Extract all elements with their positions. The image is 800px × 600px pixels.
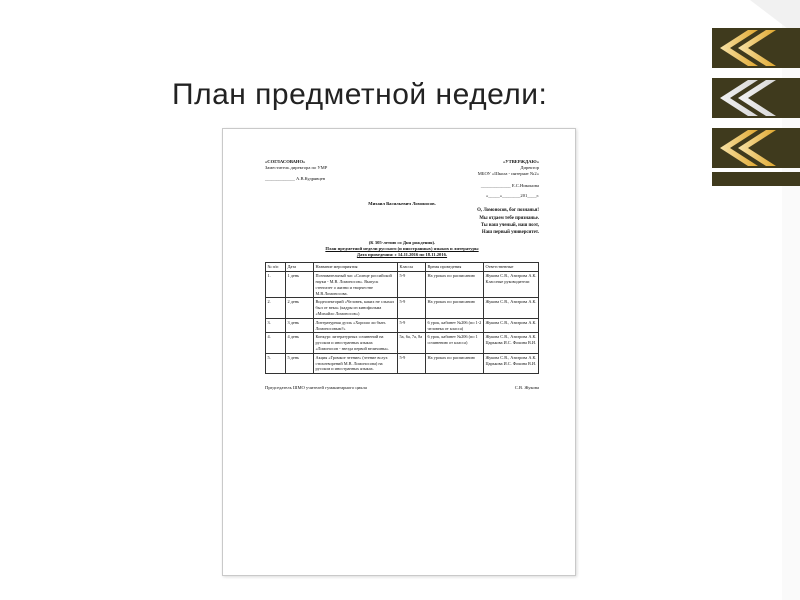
cell-responsible: Жукова С.В., Азизрова А.К. Царькова И.С. Фокина В.И. [484,353,539,373]
deputy-label: Заместитель директора по УМР [265,165,328,171]
cell-classes: 5а, 6а, 7а, 8а [398,333,426,353]
table-row [266,333,539,353]
table-row [266,298,539,318]
col-number: № п/п [266,263,286,272]
approval-right [478,159,539,199]
plan-dates: Дата проведения: с 14.11.2016 по 18.11.2016. [356,252,448,258]
cell-event: Литературная дуэль «Хорошо ли быть Ломоносовым?» [314,318,398,333]
decorative-chevrons [690,0,800,600]
cell-responsible: Жукова С.В., Азизрова А.К. [484,298,539,318]
col-date: Дата [286,263,314,272]
table-row [266,272,539,298]
col-classes: Классы [398,263,426,272]
cell-classes: 5-9 [398,353,426,373]
cell-event: Познавательный час «Солнце российской науки - М.В. Ломоносов». Выпуск стенгазет о жизни и творчестве М.В.Ломоносова. [314,272,398,298]
deputy-signature: _____________ А.В.Кудрявцев [265,176,325,182]
agreed-label: «СОГЛАСОВАНО» [265,159,306,164]
cell-date: 4 день [286,333,314,353]
name-title: Михаил Васильевич Ломоносов. [368,200,436,206]
cell-responsible: Жукова С.В., Азизрова А.К. Царькова И.С. Фокина В.И. [484,333,539,353]
cell-time: 6 урок, кабинет №206 (по 1 сочинению от класса) [426,333,484,353]
school-name: МБОУ «Школа - интернат №2» [477,171,539,177]
cell-number: 2. [266,298,286,318]
cell-time: 6 урок, кабинет №206 (по 1-2 человека от класса) [426,318,484,333]
approval-left [265,159,327,199]
cell-number: 5. [266,353,286,373]
approval-date: «_____»________201____г. [485,192,539,198]
poem-line: Мы отдаем тебе признанье. [479,215,539,221]
poem-line: Ты наш ученый, наш поэт, [480,222,539,228]
director-signature: _____________ Е.С.Никонова [480,182,539,188]
cell-date: 2 день [286,298,314,318]
col-event: Название мероприятия [314,263,398,272]
cell-date: 3 день [286,318,314,333]
cell-time: На уроках по расписанию [426,272,484,298]
plan-title: План предметной недели русского (и иностранных) языков и литературы [325,246,479,251]
director-label: Директор [520,165,539,171]
poem-line: О, Ломоносов, бог познанья! [477,208,539,214]
table-header-row [266,263,539,272]
cell-responsible: Жукова С.В., Азизрова А.К. [484,318,539,333]
cell-date: 5 день [286,353,314,373]
poem-line: Наш первый университет. [481,230,539,236]
col-time: Время проведения [426,263,484,272]
cell-classes: 5-9 [398,272,426,298]
signature-line [265,385,539,391]
slide-title: План предметной недели: [172,78,548,111]
signature-title: Председатель ШМО учителей гуманитарного цикла [265,385,367,391]
cell-number: 4. [266,333,286,353]
cell-responsible: Жукова С.В., Азизрова А.К. Классные руководители [484,272,539,298]
cell-time: На уроках по расписанию [426,298,484,318]
cell-date: 1 день [286,272,314,298]
chevron-3-icon [712,128,800,168]
cell-event: Видеолекторий «Человек, каких не слыхал был от века» (кадры из кинофильма «Михайло Ломоносов») [314,298,398,318]
anniversary-note: (К 305-летию со Дня рождения). [368,239,436,245]
document-scan [222,128,576,576]
cell-number: 1. [266,272,286,298]
cell-number: 3. [266,318,286,333]
table-row [266,318,539,333]
table-row [266,353,539,373]
poem [265,207,539,237]
cell-event: Конкурс литературных сочинений на русском и иностранных языках «Ломоносов - звезда первой величины». [314,333,398,353]
cell-time: На уроках по расписанию [426,353,484,373]
col-responsible: Ответственные [484,263,539,272]
events-table [265,262,539,374]
cell-classes: 5-9 [398,318,426,333]
chevron-2-icon [712,78,800,118]
signature-name: С.В. Жукова [514,385,539,391]
cell-event: Акция «Громкое чтение» (чтение вслух стихотворений М.В. Ломоносова) на русском и иностранных языках. [314,353,398,373]
chevron-1-icon [712,28,800,68]
cell-classes: 5-9 [398,298,426,318]
approve-label: «УТВЕРЖДАЮ» [503,159,539,164]
